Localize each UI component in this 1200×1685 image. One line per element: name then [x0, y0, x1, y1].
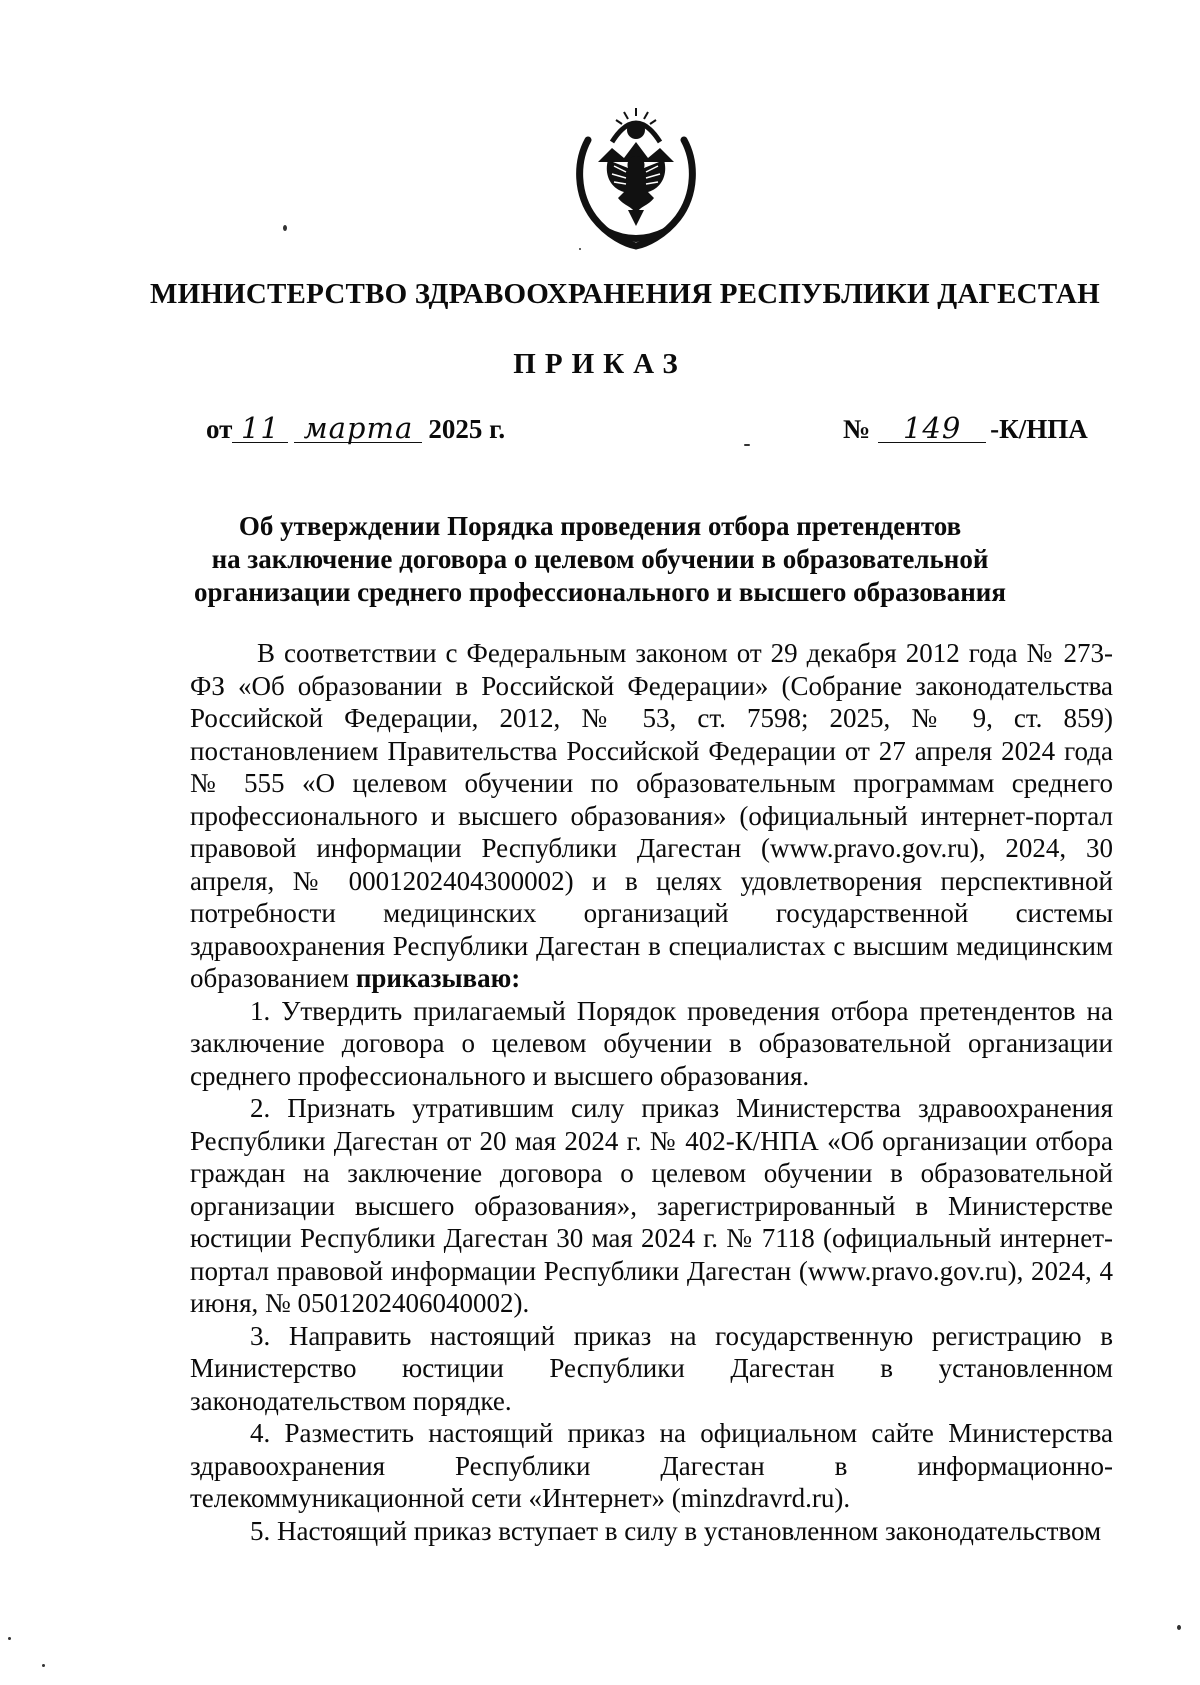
order-item-2: 2. Признать утратившим силу приказ Министерства здравоохранения Республики Дагестан от 20 мая 2024 г. № 402-К/НПА «Об организации отбора граждан на заключение договора о целевом обучении в образовательной организации высшего образования», зарегистрированный в Министерстве юстиции Республики Дагестан 30 мая 2024 г. № 7118 (официальный интернет-портал правовой информации Республики Дагестан (www.pravo.gov.ru), 2024, 4 июня, № 0501202406040002). — [190, 1093, 1113, 1318]
preamble-directive: приказываю: — [355, 963, 521, 993]
number-prefix: № — [843, 414, 871, 444]
scan-speck — [1177, 1625, 1181, 1630]
order-number — [843, 411, 1088, 445]
scan-speck — [8, 1637, 11, 1640]
date-day-handwritten: 11 — [232, 414, 288, 443]
order-item-1: 1. Утвердить прилагаемый Порядок проведения отбора претендентов на заключение договора о целевом обучении в образовательной организации среднего профессионального и высшего образования. — [190, 995, 1113, 1091]
preamble-paragraph — [190, 637, 1113, 995]
date-prefix: от — [206, 414, 233, 444]
title-line-3: организации среднего профессионального и высшего образования — [194, 577, 1006, 607]
order-item-3: 3. Направить настоящий приказ на государственную регистрацию в Министерство юстиции Республики Дагестан в установленном законодательством порядке. — [190, 1320, 1113, 1416]
date-month-handwritten: марта — [294, 414, 422, 443]
number-suffix: -К/НПА — [990, 414, 1088, 444]
order-title — [150, 510, 1050, 609]
scan-speck — [744, 444, 750, 446]
title-line-1: Об утверждении Порядка проведения отбора претендентов — [238, 511, 962, 541]
order-item-5: 5. Настоящий приказ вступает в силу в установленном законодательством — [250, 1515, 1102, 1546]
document-type-heading: ПРИКАЗ — [513, 348, 687, 380]
scan-speck — [42, 1664, 45, 1667]
preamble-text: В соответствии с Федеральным законом от 29 декабря 2012 года № 273-ФЗ «Об образовании в Российской Федерации» (Собрание законодательства Российской Федерации, 2012, № 53, ст. 7598; 2025, № 9, ст. 859) постановлением Правительства Российской Федерации от 27 апреля 2024 года № 555 «О целевом обучении по образовательным программам среднего профессионального и высшего образования» (официальный интернет-портал правовой информации Республики Дагестан (www.pravo.gov.ru), 2024, 30 апреля, № 0001202404300002) и в целях удовлетворения перспективной потребности медицинских организаций государственной системы здравоохранения Республики Дагестан в специалистах с высшим медицинским образованием — [190, 638, 1113, 993]
date-year: 2025 г. — [428, 414, 506, 444]
order-body — [190, 637, 1113, 1547]
order-date — [206, 411, 506, 445]
ministry-name: МИНИСТЕРСТВО ЗДРАВООХРАНЕНИЯ РЕСПУБЛИКИ ДАГЕСТАН — [150, 278, 1100, 310]
coat-of-arms-emblem — [568, 102, 704, 250]
scan-speck — [579, 248, 581, 250]
number-handwritten: 149 — [878, 414, 986, 443]
title-line-2: на заключение договора о целевом обучении в образовательной — [211, 544, 989, 574]
order-item-4: 4. Разместить настоящий приказ на официальном сайте Министерства здравоохранения Республики Дагестан в информационно-телекоммуникационной сети «Интернет» (minzdravrd.ru). — [190, 1418, 1113, 1513]
scan-speck — [283, 225, 287, 231]
